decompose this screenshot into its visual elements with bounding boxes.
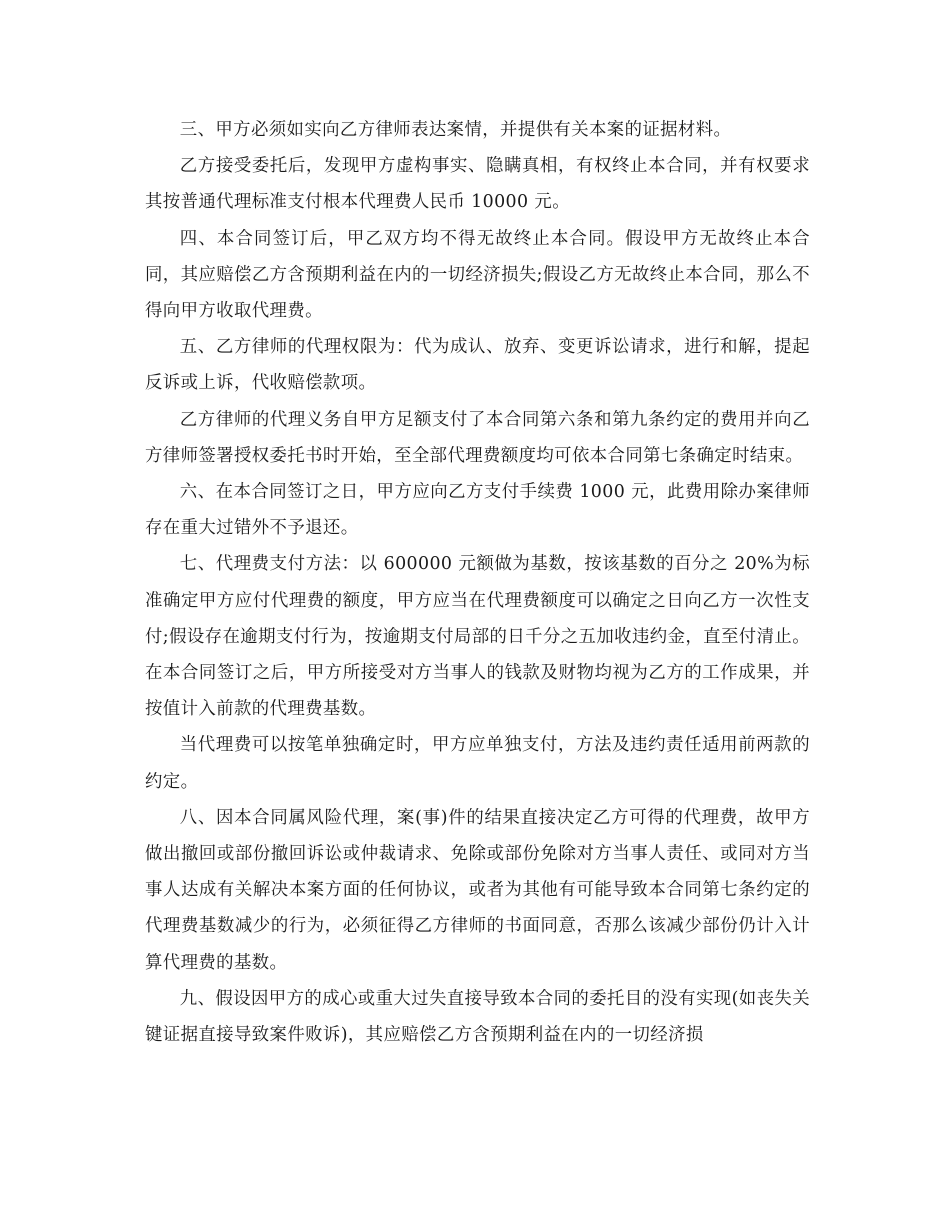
paragraph-clause-5: 五、乙方律师的代理权限为：代为成认、放弃、变更诉讼请求，进行和解，提起反诉或上诉，代收赔偿款项。 — [145, 337, 810, 394]
paragraph-clause-3-termination: 乙方接受委托后，发现甲方虚构事实、隐瞒真相，有权终止本合同，并有权要求其按普通代理标准支付根本代理费人民币 10000 元。 — [145, 156, 810, 213]
paragraph-clause-8: 八、因本合同属风险代理，案(事)件的结果直接决定乙方可得的代理费，故甲方做出撤回或部份撤回诉讼或仲裁请求、免除或部份免除对方当事人责任、或同对方当事人达成有关解决本案方面的任何协议，或者为其他有可能导致本合同第七条约定的代理费基数减少的行为，必须征得乙方律师的书面同意，否那么该减少部份仍计入计算代理费的基数。 — [145, 807, 810, 973]
paragraph-clause-3: 三、甲方必须如实向乙方律师表达案情，并提供有关本案的证据材料。 — [179, 120, 732, 140]
paragraph-clause-9: 九、假设因甲方的成心或重大过失直接导致本合同的委托目的没有实现(如丧失关键证据直接导致案件败诉)，其应赔偿乙方含预期利益在内的一切经济损 — [145, 988, 810, 1046]
paragraph-clause-7-separate: 当代理费可以按笔单独确定时，甲方应单独支付，方法及违约责任适用前两款的约定。 — [145, 735, 810, 792]
paragraph-clause-6: 六、在本合同签订之日，甲方应向乙方支付手续费 1000 元，此费用除办案律师存在重大过错外不予退还。 — [145, 482, 810, 539]
paragraph-clause-5-obligation: 乙方律师的代理义务自甲方足额支付了本合同第六条和第九条约定的费用并向乙方律师签署授权委托书时开始，至全部代理费额度均可依本合同第七条确定时结束。 — [145, 409, 810, 466]
paragraph-clause-4: 四、本合同签订后，甲乙双方均不得无故终止本合同。假设甲方无故终止本合同，其应赔偿乙方含预期利益在内的一切经济损失;假设乙方无故终止本合同，那么不得向甲方收取代理费。 — [145, 228, 810, 322]
paragraph-clause-7: 七、代理费支付方法：以 600000 元额做为基数，按该基数的百分之 20%为标准确定甲方应付代理费的额度，甲方应当在代理费额度可以确定之日向乙方一次性支付;假设存在逾期支付行为，按逾期支付局部的日千分之五加收违约金，直至付清止。在本合同签订之后，甲方所接受对方当事人的钱款及财物均视为乙方的工作成果，并按值计入前款的代理费基数。 — [145, 554, 810, 720]
document-body — [145, 112, 810, 1053]
